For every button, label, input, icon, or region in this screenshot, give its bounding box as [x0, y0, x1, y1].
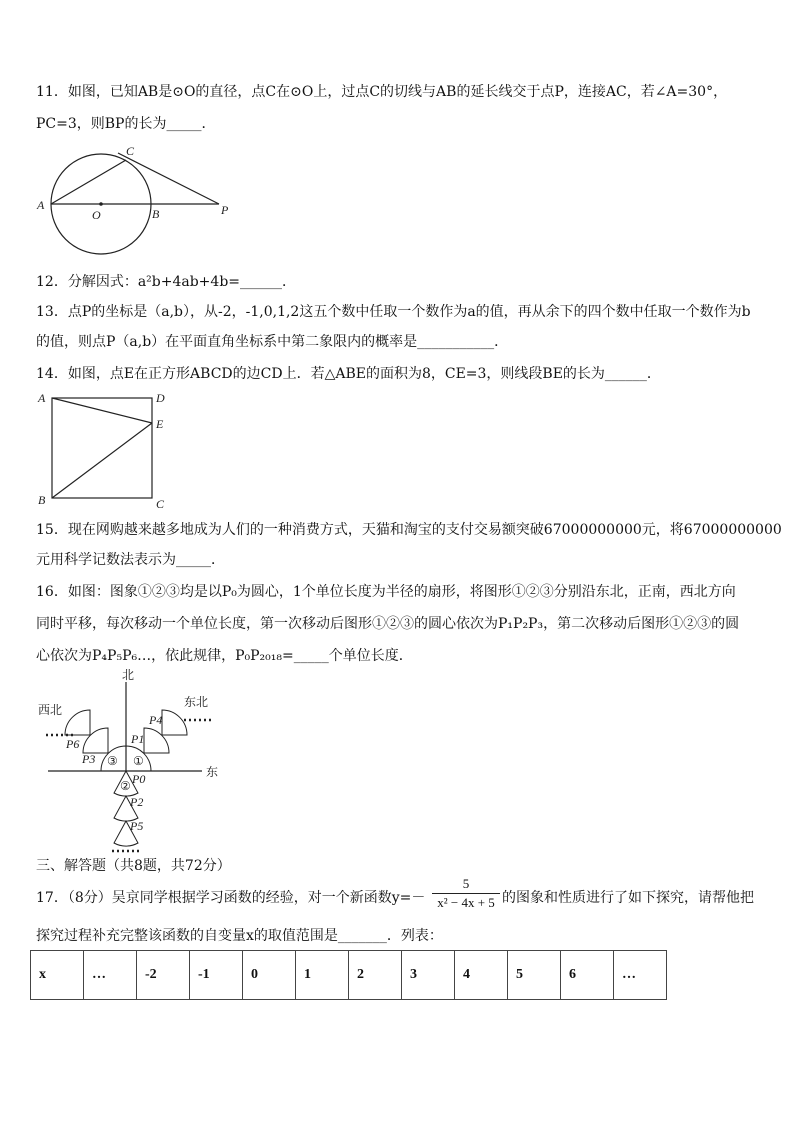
- q11-line-1: 11．如图，已知AB是⊙O的直径，点C在⊙O上，过点C的切线与AB的延长线交于点P，连接AC，若∠A=30°，: [36, 84, 728, 100]
- label-e: E: [156, 417, 164, 431]
- q17-value-table: [30, 950, 667, 1000]
- center-dot: [99, 202, 103, 206]
- section-3-title: 三、解答题（共8题，共72分）: [36, 858, 231, 874]
- q17-line-1b: 的图象和性质进行了如下探究，请帮他把: [502, 890, 754, 906]
- sector-1-p4: [162, 710, 187, 735]
- label-d: D: [156, 391, 165, 405]
- label-a: A: [37, 198, 45, 212]
- label-a: A: [38, 391, 46, 405]
- label-sector-1: ①: [133, 754, 144, 768]
- q17-line-1a: 17．（8分）吴京同学根据学习函数的经验，对一个新函数y=－: [36, 890, 426, 906]
- label-c: C: [126, 144, 135, 158]
- table-cell: 6: [561, 951, 614, 1000]
- table-cell: …: [614, 951, 667, 1000]
- q12-line-1: 12．分解因式：a²b+4ab+4b=______．: [36, 274, 297, 290]
- tangent-cp: [118, 153, 219, 204]
- sector-1-p1: [144, 728, 169, 753]
- q14-line-1: 14．如图，点E在正方形ABCD的边CD上．若△ABE的面积为8，CE=3，则线段BE的长为______．: [36, 366, 661, 382]
- sector-3-p6: [65, 710, 90, 735]
- label-p6: P6: [66, 737, 80, 751]
- q13-line-1: 13．点P的坐标是（a,b），从-2，-1,0,1,2这五个数中任取一个数作为a的值，再从余下的四个数中任取一个数作为b: [36, 304, 751, 320]
- label-b: B: [152, 207, 160, 221]
- q16-compass-figure: [34, 668, 234, 858]
- label-o: O: [92, 208, 101, 222]
- label-northwest: 西北: [38, 703, 63, 717]
- q11-line-2: PC=3，则BP的长为_____．: [36, 116, 216, 132]
- q13-line-2: 的值，则点P（a,b）在平面直角坐标系中第二象限内的概率是___________．: [36, 334, 509, 350]
- table-cell: 1: [296, 951, 349, 1000]
- q17-line-2: 探究过程补充完整该函数的自变量x的取值范围是_______．列表：: [36, 928, 443, 944]
- line-ac: [51, 160, 126, 204]
- table-cell: -1: [190, 951, 243, 1000]
- label-sector-2: ②: [120, 779, 131, 793]
- sector-3-p3: [83, 728, 108, 753]
- label-b: B: [38, 493, 46, 507]
- label-p0: P0: [132, 772, 146, 786]
- table-cell: x: [31, 951, 84, 1000]
- square-abcd: [52, 398, 152, 498]
- q17-fraction: [432, 876, 500, 911]
- fraction-denominator: x² − 4x + 5: [432, 893, 500, 911]
- table-cell: 3: [402, 951, 455, 1000]
- label-p5: P5: [130, 819, 144, 833]
- q16-line-3: 心依次为P₄P₅P₆…，依此规律，P₀P₂₀₁₈=_____个单位长度．: [36, 648, 413, 664]
- table-cell: 5: [508, 951, 561, 1000]
- table-cell: 4: [455, 951, 508, 1000]
- q16-line-1: 16．如图：图象①②③均是以P₀为圆心，1个单位长度为半径的扇形，将图形①②③分别沿东北，正南，西北方向: [36, 584, 736, 600]
- table-row: [31, 951, 667, 1000]
- label-east: 东: [206, 765, 219, 779]
- label-north: 北: [122, 668, 135, 682]
- label-p: P: [221, 203, 229, 217]
- label-c: C: [156, 497, 165, 511]
- table-cell: 0: [243, 951, 296, 1000]
- label-p3: P3: [82, 752, 96, 766]
- line-be: [52, 423, 152, 498]
- table-cell: …: [84, 951, 137, 1000]
- label-p2: P2: [130, 795, 144, 809]
- table-cell: 2: [349, 951, 402, 1000]
- label-p1: P1: [131, 732, 145, 746]
- q14-square-figure: [32, 390, 182, 514]
- q15-line-2: 元用科学记数法表示为_____．: [36, 552, 225, 568]
- label-p4: P4: [149, 713, 163, 727]
- label-sector-3: ③: [107, 754, 118, 768]
- q16-line-2: 同时平移，每次移动一个单位长度，第一次移动后图形①②③的圆心依次为P₁P₂P₃，第二次移动后图形①②③的圆: [36, 616, 740, 632]
- fraction-numerator: 5: [462, 876, 470, 891]
- line-ae: [52, 398, 152, 423]
- q15-line-1: 15．现在网购越来越多地成为人们的一种消费方式，天猫和淘宝的支付交易额突破67000000000元，将67000000000: [36, 522, 782, 538]
- table-cell: -2: [137, 951, 190, 1000]
- label-northeast: 东北: [184, 695, 209, 709]
- q11-circle-figure: [34, 142, 244, 260]
